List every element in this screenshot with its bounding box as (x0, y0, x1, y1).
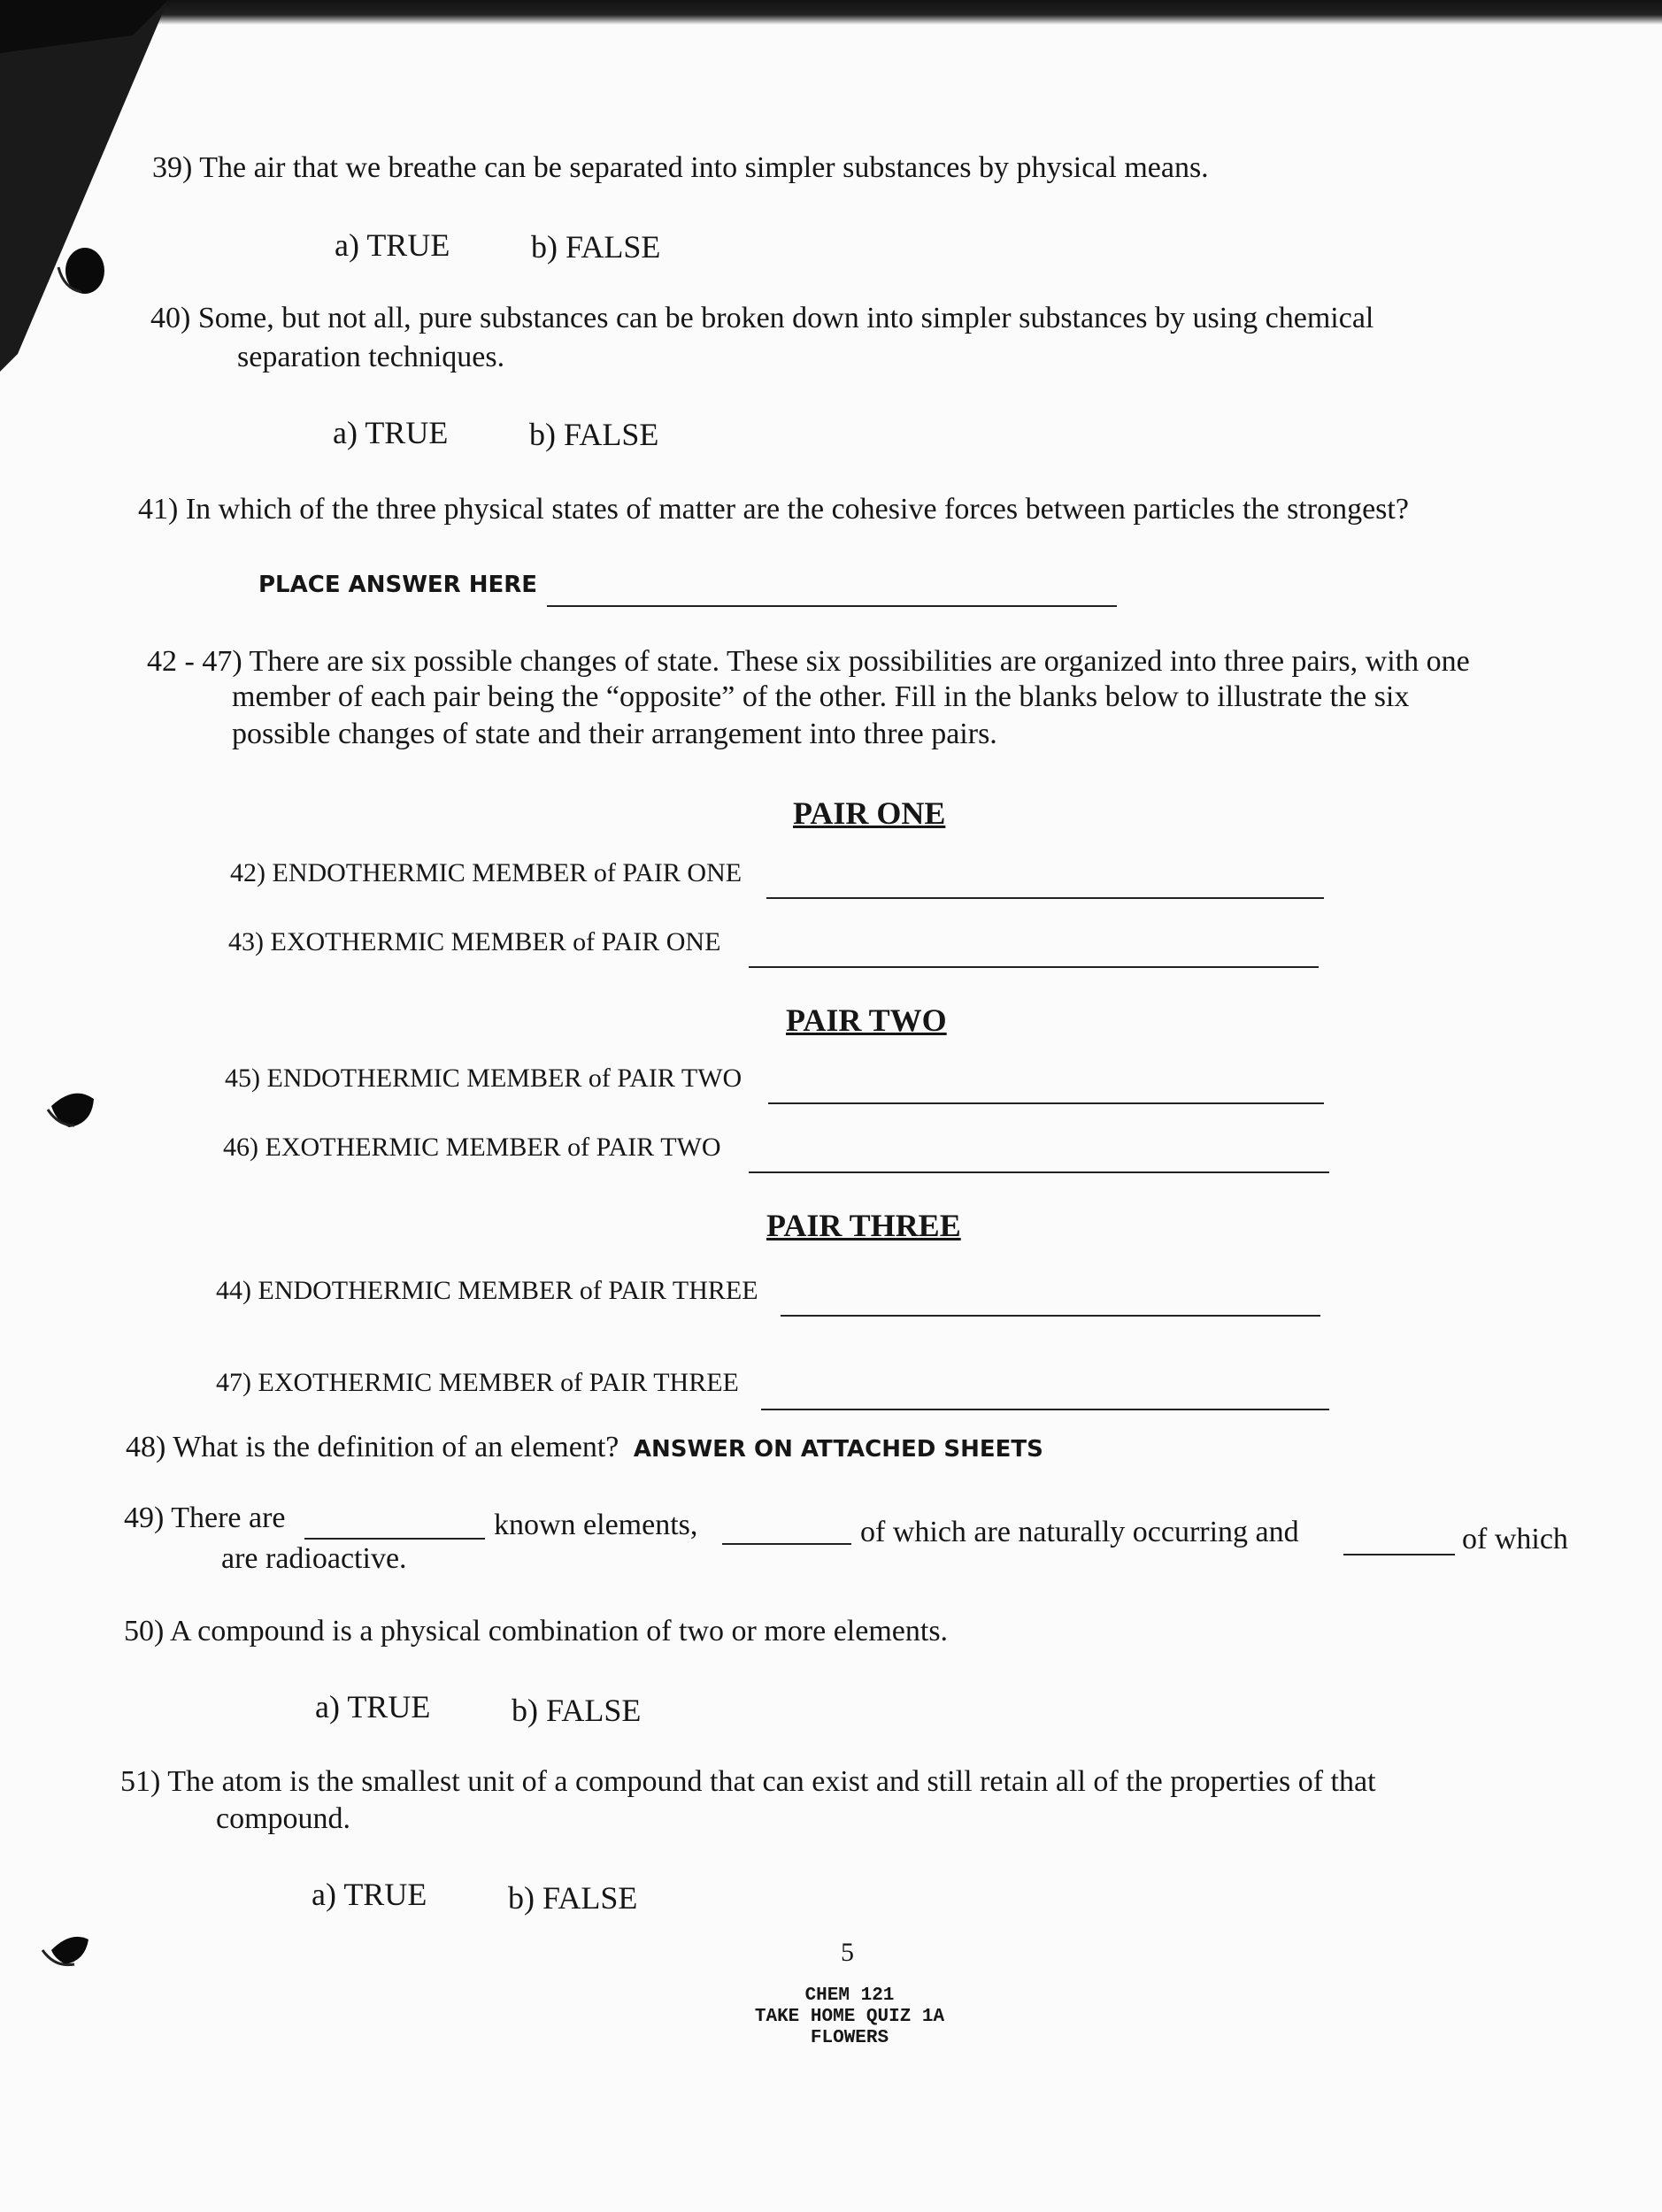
question-51-line2: compound. (216, 1802, 351, 1835)
footer-quiz: TAKE HOME QUIZ 1A (754, 2007, 945, 2027)
pair-three-endo-blank[interactable] (781, 1315, 1320, 1317)
scan-edge-shadow (0, 0, 1662, 25)
question-49-part2: known elements, (494, 1509, 698, 1541)
question-42-47-line2: member of each pair being the “opposite” of the other. Fill in the blanks below to illustrate the six (232, 680, 1410, 713)
q49-blank-radioactive[interactable] (1343, 1554, 1455, 1555)
pair-three-exo-label: 47) EXOTHERMIC MEMBER of PAIR THREE (216, 1368, 739, 1397)
q41-answer-blank[interactable] (547, 605, 1117, 607)
question-48-text: 48) What is the definition of an element? (126, 1431, 619, 1463)
question-49-line2: are radioactive. (221, 1542, 407, 1575)
pair-two-endo-label: 45) ENDOTHERMIC MEMBER of PAIR TWO (225, 1064, 743, 1093)
pair-two-heading: PAIR TWO (786, 1002, 947, 1038)
pair-one-heading: PAIR ONE (793, 795, 946, 831)
punch-hole-icon (42, 1079, 96, 1136)
pair-three-endo-label: 44) ENDOTHERMIC MEMBER of PAIR THREE (216, 1276, 758, 1305)
q49-blank-known[interactable] (304, 1538, 485, 1540)
pair-one-endo-blank[interactable] (766, 897, 1324, 899)
q39-option-true[interactable]: a) TRUE (335, 227, 450, 263)
q50-option-true[interactable]: a) TRUE (315, 1689, 431, 1724)
question-39: 39) The air that we breathe can be separated into simpler substances by physical means. (152, 151, 1209, 184)
q48-answer-note: ANSWER ON ATTACHED SHEETS (633, 1436, 1043, 1463)
question-42-47-line1: 42 - 47) There are six possible changes of state. These six possibilities are organized into three pairs, with one (147, 645, 1470, 678)
pair-one-endo-label: 42) ENDOTHERMIC MEMBER of PAIR ONE (230, 858, 743, 887)
footer-course: CHEM 121 (804, 1985, 895, 2006)
q49-blank-natural[interactable] (722, 1543, 851, 1545)
pair-one-exo-blank[interactable] (749, 966, 1319, 968)
question-41: 41) In which of the three physical states of matter are the cohesive forces between particles the strongest? (138, 493, 1409, 526)
footer-instructor: FLOWERS (810, 2028, 889, 2048)
question-40-line1: 40) Some, but not all, pure substances can be broken down into simpler substances by using chemical (150, 302, 1374, 334)
pair-one-exo-label: 43) EXOTHERMIC MEMBER of PAIR ONE (228, 927, 721, 956)
q40-option-false[interactable]: b) FALSE (529, 417, 659, 452)
scan-corner-shadow (0, 0, 168, 372)
q51-option-true[interactable]: a) TRUE (312, 1877, 427, 1912)
punch-hole-icon (39, 1918, 92, 1975)
question-42-47-line3: possible changes of state and their arrangement into three pairs. (232, 718, 997, 750)
punch-hole-icon (51, 244, 104, 301)
question-40-line2: separation techniques. (237, 341, 505, 373)
footer-block (726, 1985, 973, 2049)
question-49-part3: of which are naturally occurring and (860, 1516, 1299, 1548)
question-51-line1: 51) The atom is the smallest unit of a compound that can exist and still retain all of the properties of that (120, 1765, 1376, 1798)
q51-option-false[interactable]: b) FALSE (508, 1880, 638, 1916)
q40-option-true[interactable]: a) TRUE (333, 415, 449, 450)
page-number: 5 (841, 1938, 854, 1967)
pair-two-exo-blank[interactable] (749, 1171, 1329, 1173)
q41-answer-label: PLACE ANSWER HERE (258, 572, 538, 598)
question-49-part1: 49) There are (124, 1502, 286, 1534)
question-49-part4: of which (1462, 1523, 1568, 1555)
question-48 (126, 1430, 1043, 1467)
pair-two-endo-blank[interactable] (768, 1102, 1324, 1104)
pair-three-exo-blank[interactable] (761, 1409, 1329, 1410)
pair-three-heading: PAIR THREE (766, 1208, 961, 1243)
q39-option-false[interactable]: b) FALSE (531, 229, 661, 265)
question-50: 50) A compound is a physical combination of two or more elements. (124, 1615, 949, 1647)
pair-two-exo-label: 46) EXOTHERMIC MEMBER of PAIR TWO (223, 1133, 721, 1162)
q50-option-false[interactable]: b) FALSE (512, 1693, 642, 1728)
